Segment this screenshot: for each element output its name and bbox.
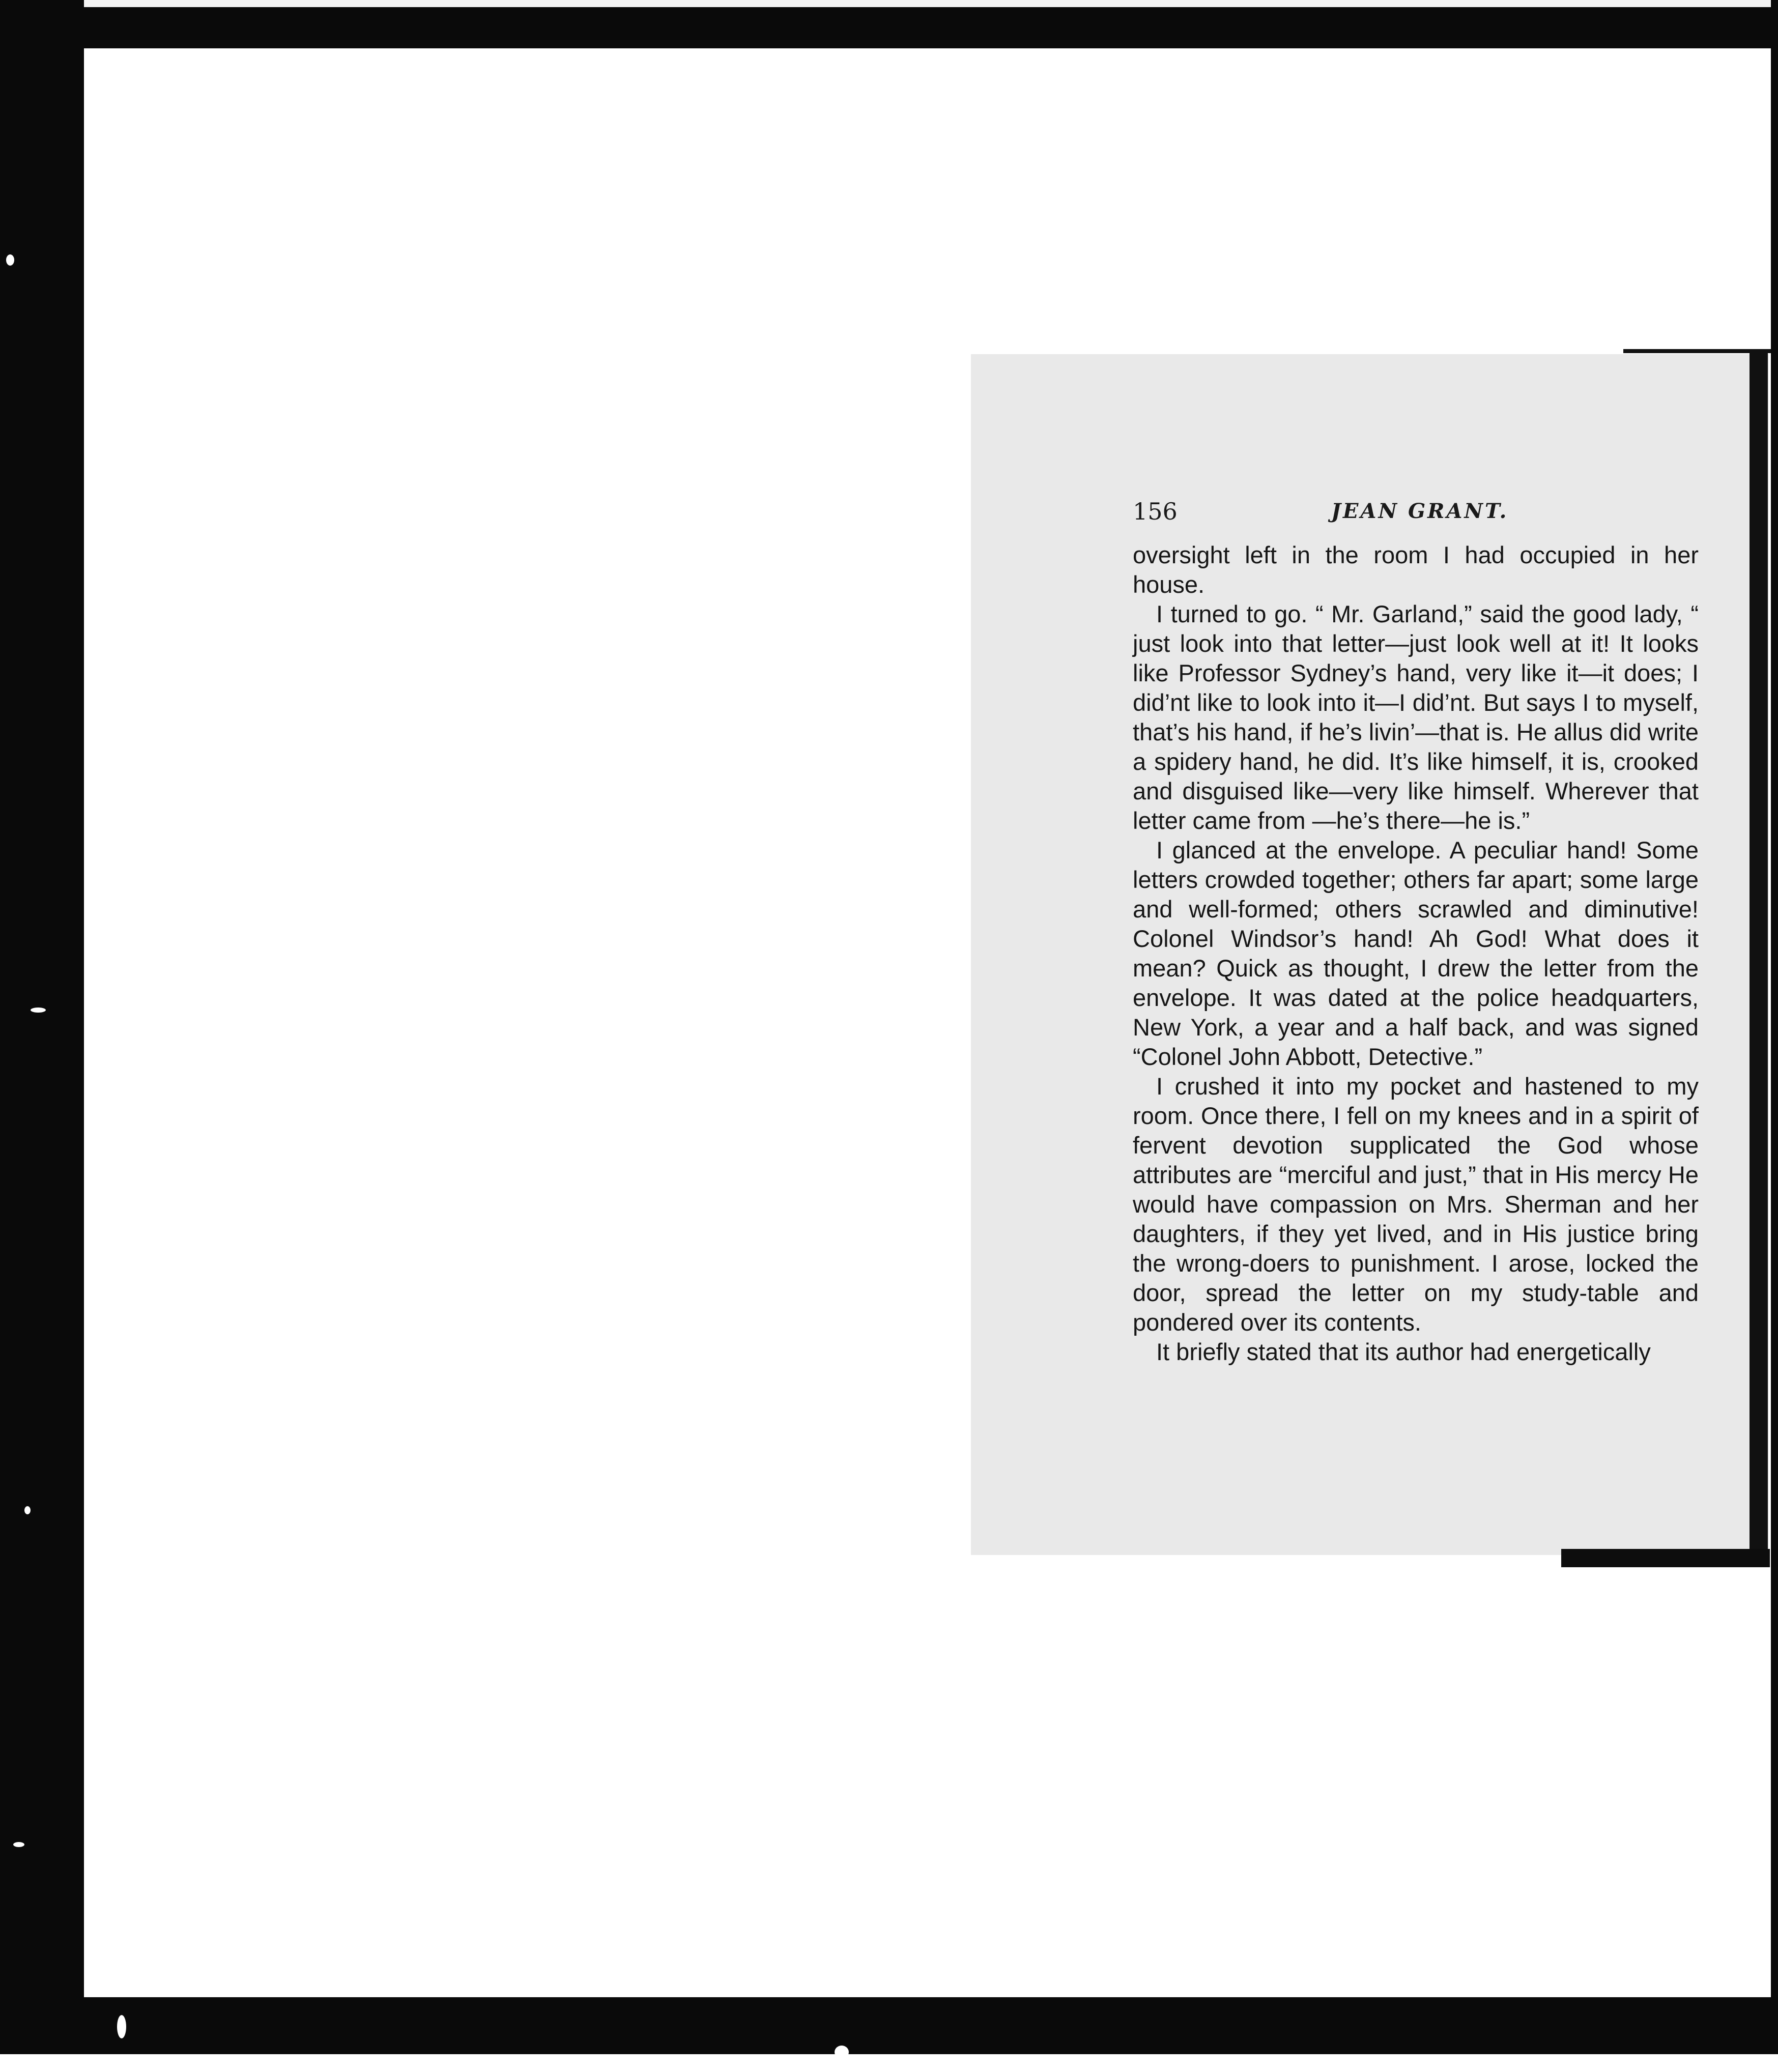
scan-border-bottom-bar xyxy=(0,1997,1778,2054)
scan-border-top xyxy=(0,0,1778,48)
scan-border-top-edge xyxy=(0,0,1778,7)
scan-border-right xyxy=(1771,0,1778,2072)
paragraph: I glanced at the envelope. A peculiar hand! Some letters crowded together; others far apart; some large and well-formed; others scrawled and diminutive! Colonel Windsor’s hand! Ah God! What does it mean? Quick as thought, I drew the letter from the envelope. It was dated at the police headquarters, New York, a year and a half back, and was signed “Colonel John Abbott, Detective.” xyxy=(1133,837,1699,1070)
body-text xyxy=(1133,540,1699,1367)
paragraph: I crushed it into my pocket and hastened to my room. Once there, I fell on my knees and in a spirit of fervent devotion supplicated the God whose attributes are “merciful and just,” that in His mercy He would have compassion on Mrs. Sherman and her daughters, if they yet lived, and in His justice bring the wrong-doers to punishment. I arose, locked the door, spread the letter on my study-table and pondered over its contents. xyxy=(1133,1073,1699,1336)
page-header xyxy=(1133,494,1699,529)
scan-border-left xyxy=(0,0,84,2072)
paragraph: It briefly stated that its author had energetically xyxy=(1156,1338,1651,1365)
plate-shadow-bottom xyxy=(1561,1549,1770,1567)
plate-shadow-top xyxy=(1623,349,1771,353)
running-title: JEAN GRANT. xyxy=(1331,499,1509,523)
paragraph: oversight left in the room I had occupied in her house. xyxy=(1133,541,1699,598)
plate-shadow-right xyxy=(1750,351,1768,1549)
page-number: 156 xyxy=(1133,498,1178,525)
paragraph: I turned to go. “ Mr. Garland,” said the good lady, “ just look into that letter—just look well at it! It looks like Professor Sydney’s hand, very like it—it does; I did’nt like to look into it—I did’nt. But says I to myself, that’s his hand, if he’s livin’—that is. He allus did write a spidery hand, he did. It’s like himself, it is, crooked and disguised like—very like himself. Wherever that letter came from —he’s there—he is.” xyxy=(1133,600,1699,834)
